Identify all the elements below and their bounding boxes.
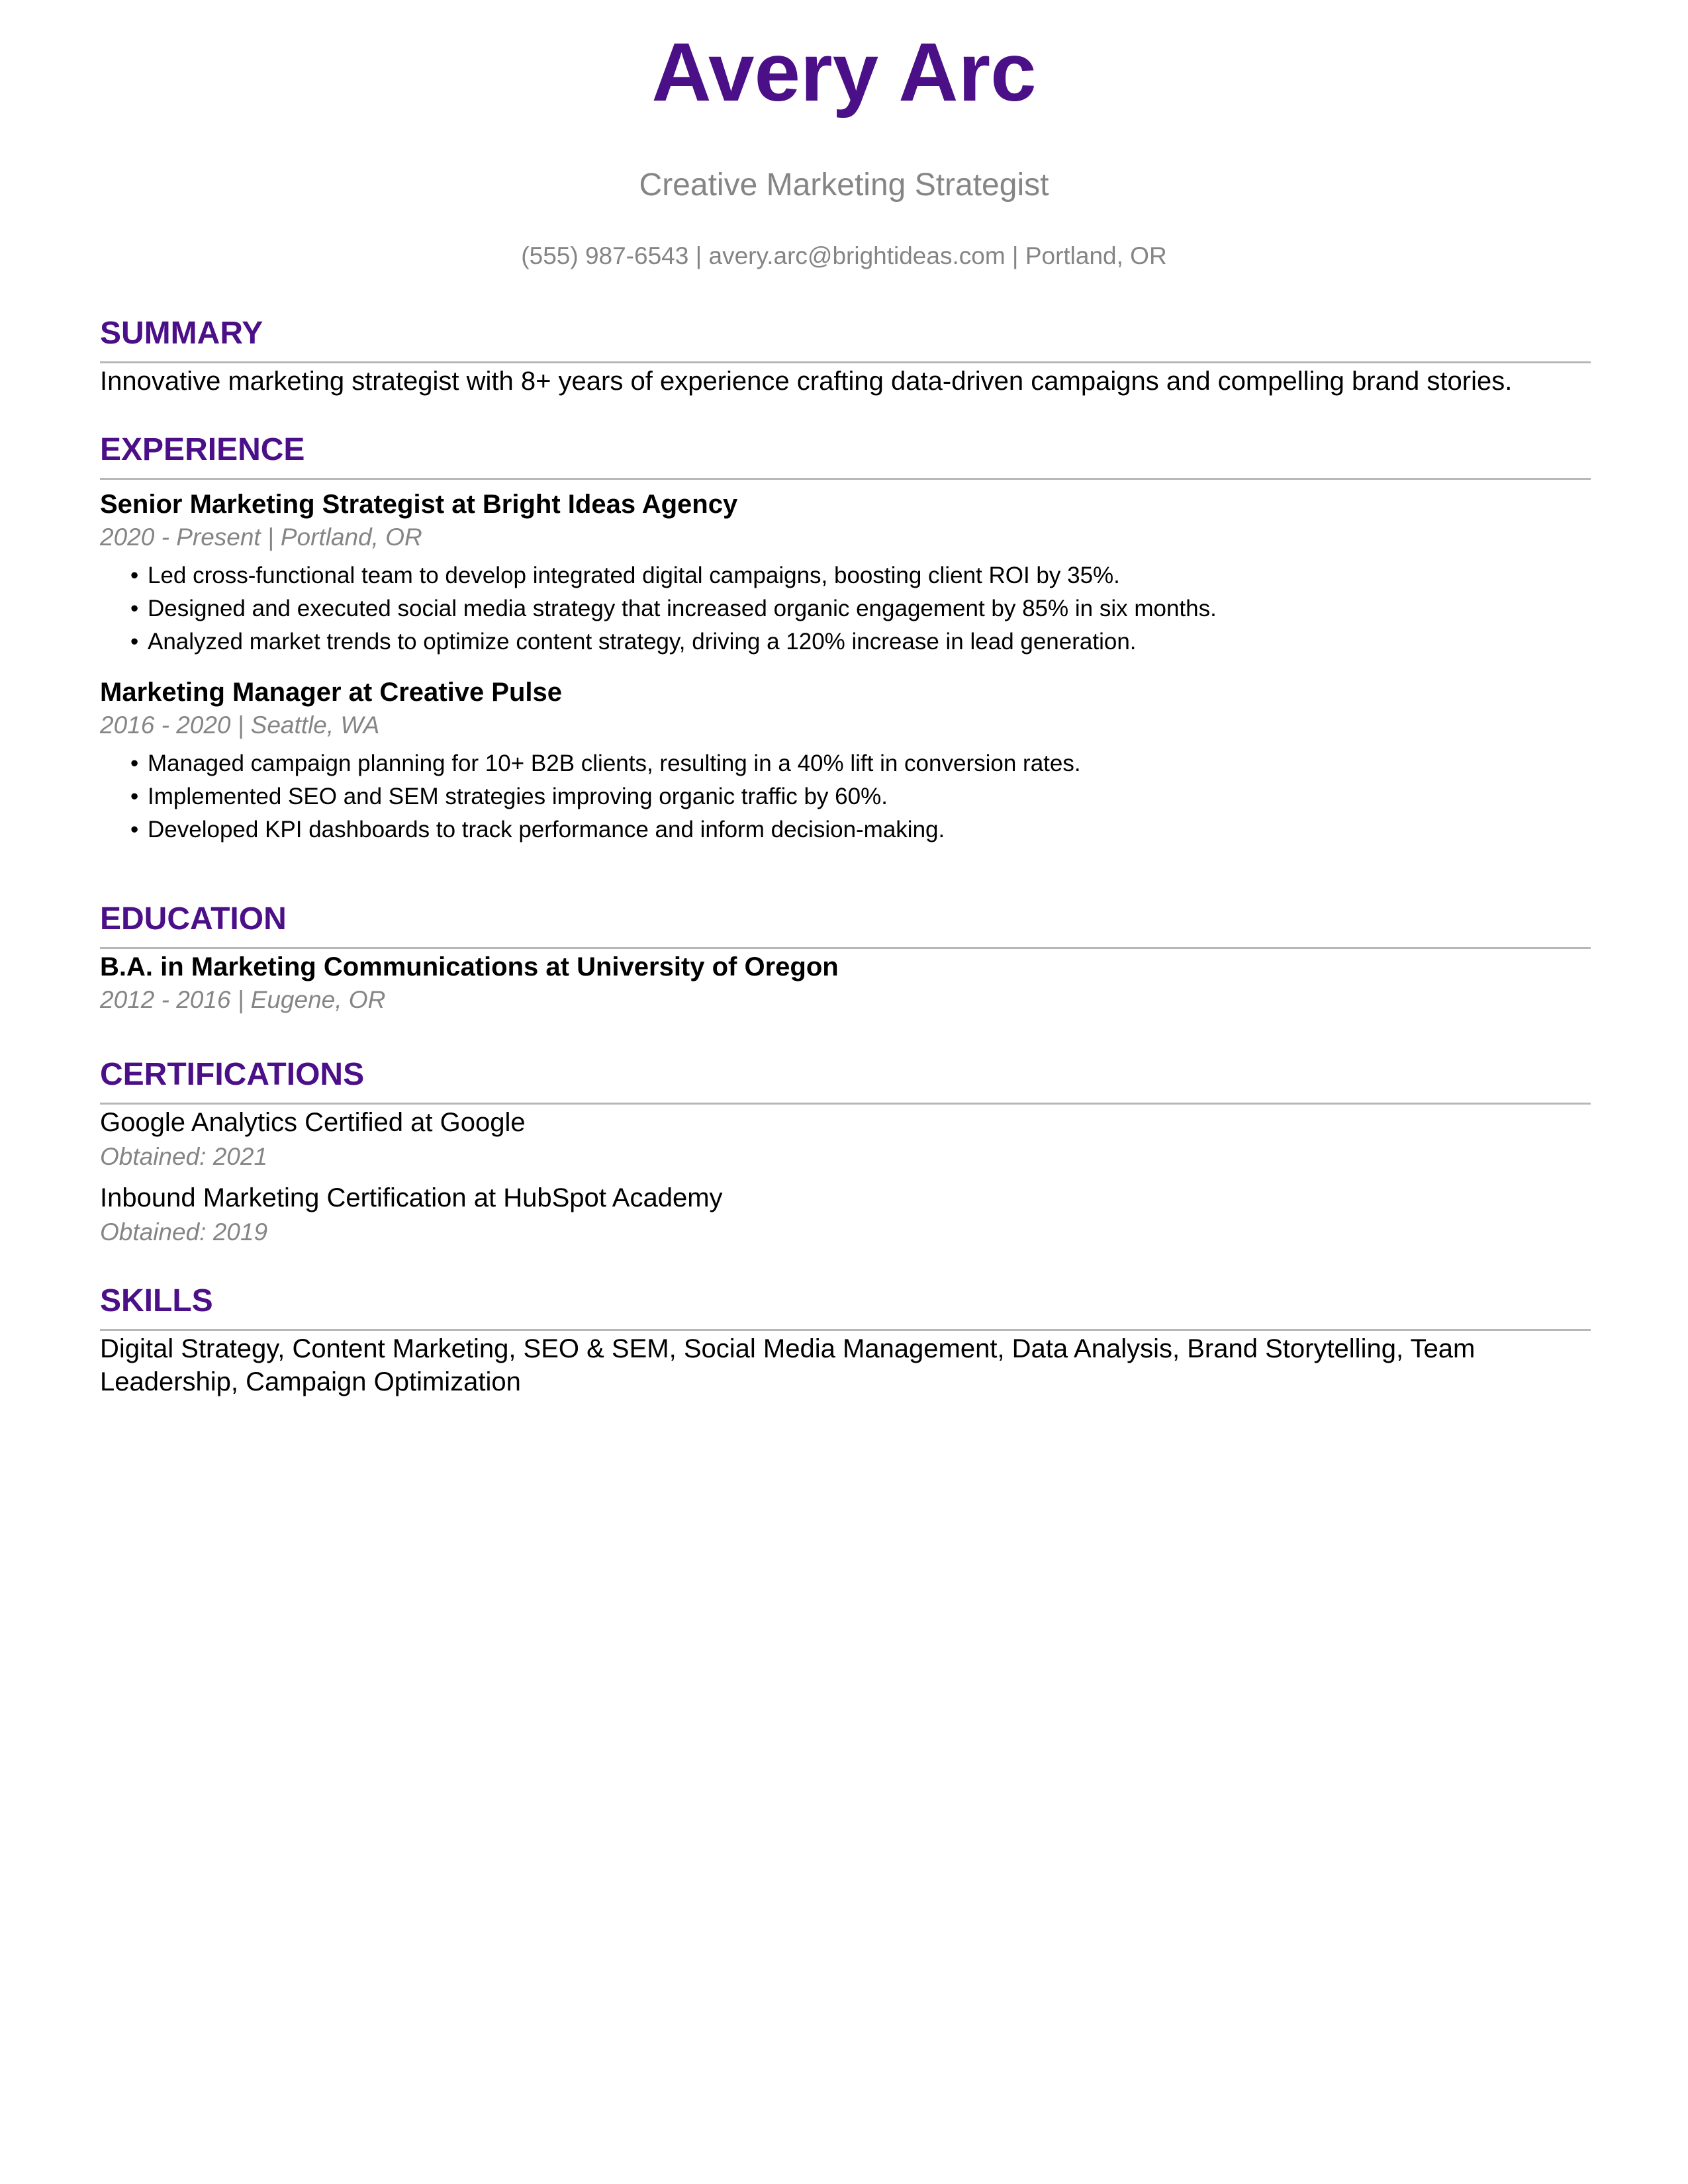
- job-meta: 2016 - 2020 | Seattle, WA: [100, 711, 380, 739]
- bullet-dot-icon: •: [130, 563, 139, 588]
- skills-section: [100, 1280, 1591, 1398]
- job-meta: 2020 - Present | Portland, OR: [100, 523, 422, 551]
- skills-text: Digital Strategy, Content Marketing, SEO & SEM, Social Media Management, Data Analysis, Brand Storytelling, Team Leadership, Campaign Optimization: [100, 1334, 1476, 1396]
- job-bullets: [100, 559, 1591, 659]
- bullet-item: [130, 813, 1591, 846]
- bullet-item: [130, 592, 1591, 625]
- candidate-name: Avery Arc: [651, 26, 1037, 118]
- certification-name: Google Analytics Certified at Google: [100, 1108, 526, 1137]
- education-section: [100, 898, 1591, 1017]
- bullet-text: Analyzed market trends to optimize content strategy, driving a 120% increase in lead generation.: [148, 629, 1137, 655]
- bullet-dot-icon: •: [130, 817, 139, 842]
- bullet-item: [130, 559, 1591, 592]
- certification-meta: Obtained: 2019: [100, 1218, 268, 1246]
- bullet-text: Developed KPI dashboards to track performance and inform decision-making.: [148, 817, 945, 842]
- bullet-text: Managed campaign planning for 10+ B2B clients, resulting in a 40% lift in conversion rates.: [148, 751, 1081, 776]
- candidate-title: Creative Marketing Strategist: [639, 167, 1049, 203]
- job-bullets: [100, 747, 1591, 846]
- job-title: Senior Marketing Strategist at Bright Ideas Agency: [100, 490, 738, 519]
- contact-info: (555) 987-6543 | avery.arc@brightideas.com | Portland, OR: [521, 242, 1167, 269]
- bullet-dot-icon: •: [130, 751, 139, 776]
- bullet-text: Designed and executed social media strategy that increased organic engagement by 85% in six months.: [148, 596, 1217, 621]
- bullet-item: [130, 625, 1591, 659]
- education-meta: 2012 - 2016 | Eugene, OR: [100, 986, 386, 1013]
- summary-text: Innovative marketing strategist with 8+ years of experience crafting data-driven campaigns and compelling brand stories.: [100, 367, 1513, 396]
- bullet-text: Led cross-functional team to develop integrated digital campaigns, boosting client ROI by 35%.: [148, 563, 1120, 588]
- summary-heading: SUMMARY: [100, 312, 1591, 363]
- certification-name: Inbound Marketing Certification at HubSpot Academy: [100, 1183, 723, 1212]
- certifications-section: [100, 1054, 1591, 1249]
- experience-section: [100, 429, 1591, 846]
- certification-meta: Obtained: 2021: [100, 1143, 268, 1170]
- bullet-dot-icon: •: [130, 784, 139, 809]
- bullet-dot-icon: •: [130, 629, 139, 655]
- bullet-item: [130, 780, 1591, 813]
- experience-heading: EXPERIENCE: [100, 429, 1591, 480]
- education-heading: EDUCATION: [100, 898, 1591, 949]
- certifications-heading: CERTIFICATIONS: [100, 1054, 1591, 1105]
- job-title: Marketing Manager at Creative Pulse: [100, 678, 563, 707]
- job-entry: [100, 488, 1591, 659]
- summary-section: [100, 312, 1591, 398]
- job-entry: [100, 676, 1591, 846]
- bullet-dot-icon: •: [130, 596, 139, 621]
- degree-title: B.A. in Marketing Communications at University of Oregon: [100, 952, 839, 981]
- bullet-item: [130, 747, 1591, 780]
- bullet-text: Implemented SEO and SEM strategies improving organic traffic by 60%.: [148, 784, 888, 809]
- skills-heading: SKILLS: [100, 1280, 1591, 1331]
